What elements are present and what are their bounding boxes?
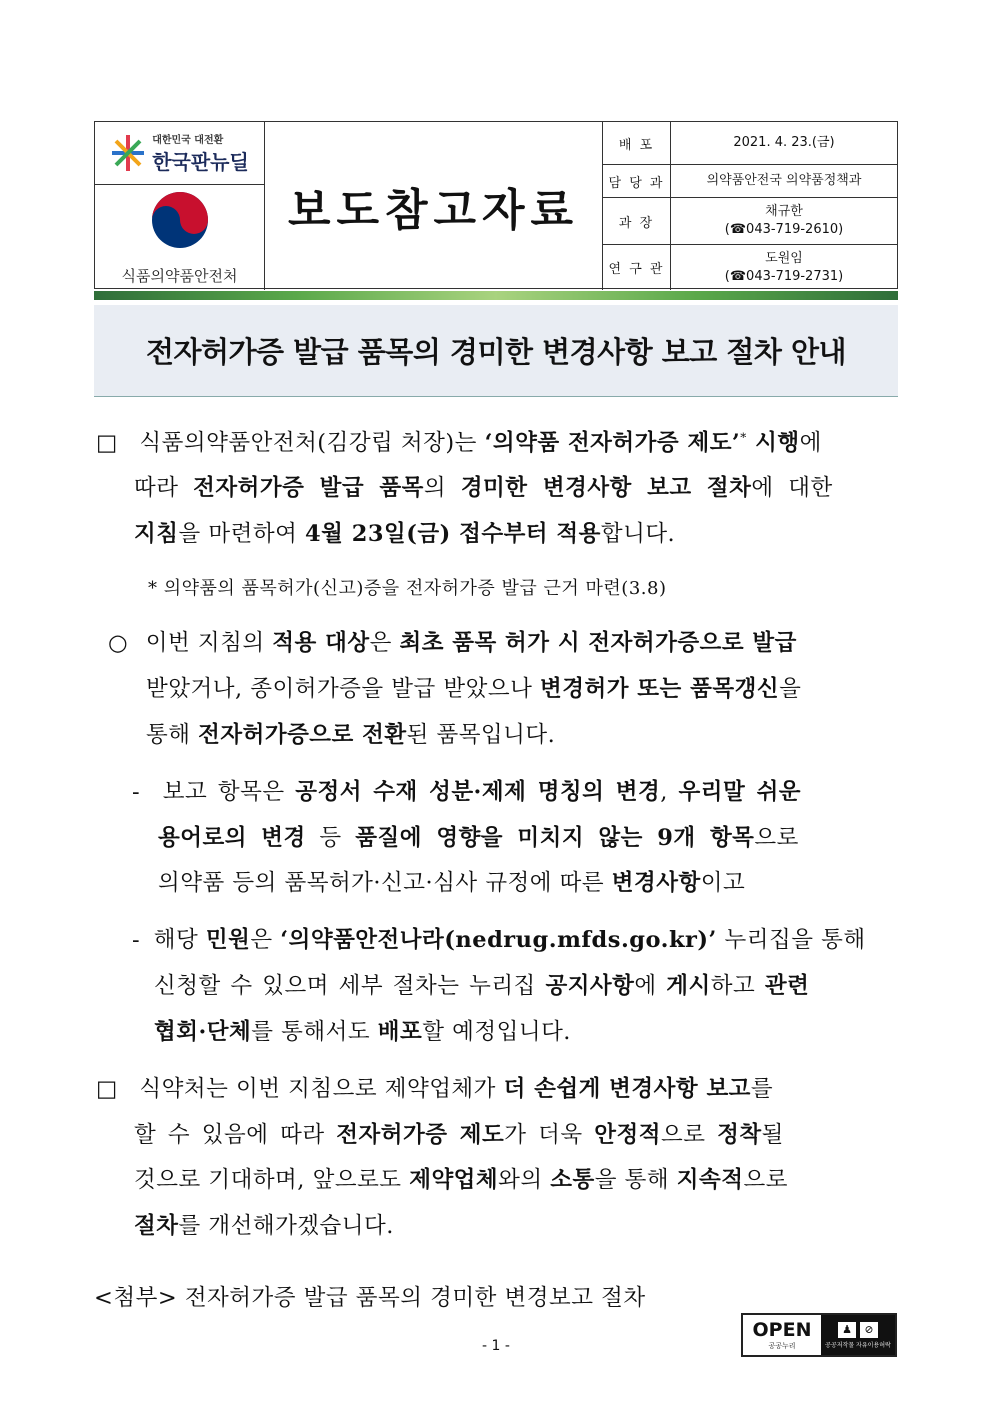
dash-bullet: - [132, 927, 141, 953]
p1-footnote: * 의약품의 품목허가(신고)증을 전자허가증 발급 근거 마련(3.8) [148, 578, 667, 599]
release-date: 2021. 4. 23.(금) [733, 135, 835, 150]
meta-value-director [671, 198, 897, 245]
p3-line1: - 보고 항목은 공정서 수재 성분·제제 명칭의 변경, 우리말 쉬운 [132, 779, 802, 805]
slogan-top: 대한민국 대전환 [152, 135, 224, 146]
director-phone: (☎043-719-2610) [724, 222, 844, 237]
p1-line1: □ 식품의약품안전처(김강립 처장)는 ‘의약품 전자허가증 제도’* 시행에 [96, 430, 822, 456]
new-deal-icon [110, 133, 146, 173]
taegeuk-emblem-icon [149, 189, 211, 251]
p3-line3: 의약품 등의 품목허가·신고·심사 규정에 따른 변경사항이고 [158, 870, 746, 896]
noncommercial-icon: ⊘ [860, 1322, 878, 1338]
doc-type-title: 보도참고자료 [287, 185, 580, 236]
square-bullet: □ [96, 430, 118, 456]
director-name: 채규한 [765, 204, 803, 219]
circle-bullet: ○ [108, 630, 129, 656]
open-caption: 공공누리 [768, 1342, 796, 1350]
license-caption: 공공저작물 자유이용허락 [825, 1341, 891, 1349]
meta-key-release: 배 포 [603, 122, 671, 165]
researcher-name: 도원임 [765, 250, 803, 266]
p2-line3: 통해 전자허가증으로 전환된 품목입니다. [146, 722, 556, 748]
meta-key-director: 과 장 [603, 198, 671, 245]
p2-line2: 받았거나, 종이허가증을 발급 받았으나 변경허가 또는 품목갱신을 [146, 676, 802, 702]
slogan-main: 한국판뉴딜 [152, 150, 249, 174]
meta-value-researcher [671, 245, 897, 290]
p1-line3: 지침을 마련하여 4월 23일(금) 접수부터 적용합니다. [134, 521, 676, 547]
doc-type-box [265, 122, 603, 290]
korean-new-deal-logo [95, 122, 265, 185]
p2-line1: ○ 이번 지침의 적용 대상은 최초 품목 허가 시 전자허가증으로 발급 [108, 630, 797, 656]
p5-line3: 것으로 기대하며, 앞으로도 제약업체와의 소통을 통해 지속적으로 [134, 1167, 788, 1193]
meta-key-dept: 담 당 과 [603, 165, 671, 198]
p5-line1: □ 식약처는 이번 지침으로 제약업체가 더 손쉽게 변경사항 보고를 [96, 1076, 774, 1102]
p5-line4: 절차를 개선해가겠습니다. [134, 1213, 394, 1239]
p4-line2: 신청할 수 있으며 세부 절차는 누리집 공지사항에 게시하고 관련 [154, 973, 810, 999]
headline-title: 전자허가증 발급 품목의 경미한 변경사항 보고 절차 안내 [146, 335, 846, 369]
dash-bullet: - [132, 779, 141, 805]
green-divider [94, 291, 898, 300]
square-bullet: □ [96, 1076, 118, 1102]
meta-value-dept [671, 165, 897, 198]
headline-box [94, 305, 898, 397]
press-header-table [94, 121, 898, 289]
p5-line2: 할 수 있음에 따라 전자허가증 제도가 더욱 안정적으로 정착될 [134, 1122, 784, 1148]
mfds-logo [95, 185, 265, 290]
department: 의약품안전국 의약품정책과 [706, 173, 862, 188]
agency-name: 식품의약품안전처 [121, 267, 238, 285]
attribution-icon: ♟ [838, 1322, 856, 1338]
meta-key-researcher: 연 구 관 [603, 245, 671, 290]
p3-line2: 용어로의 변경 등 품질에 영향을 미치지 않는 9개 항목으로 [158, 825, 799, 851]
p4-line1: - 해당 민원은 ‘의약품안전나라(nedrug.mfds.go.kr)’ 누리집을 통해 [132, 927, 866, 953]
p1-line2: 따라 전자허가증 발급 품목의 경미한 변경사항 보고 절차에 대한 [134, 475, 833, 501]
researcher-phone: (☎043-719-2731) [724, 268, 844, 284]
open-word: OPEN [752, 1319, 812, 1341]
attachment-note: <첨부> 전자허가증 발급 품목의 경미한 변경보고 절차 [94, 1285, 646, 1311]
p4-line3: 협회·단체를 통해서도 배포할 예정입니다. [154, 1019, 571, 1045]
page-number: - 1 - [482, 1338, 510, 1354]
meta-value-release [671, 122, 897, 165]
